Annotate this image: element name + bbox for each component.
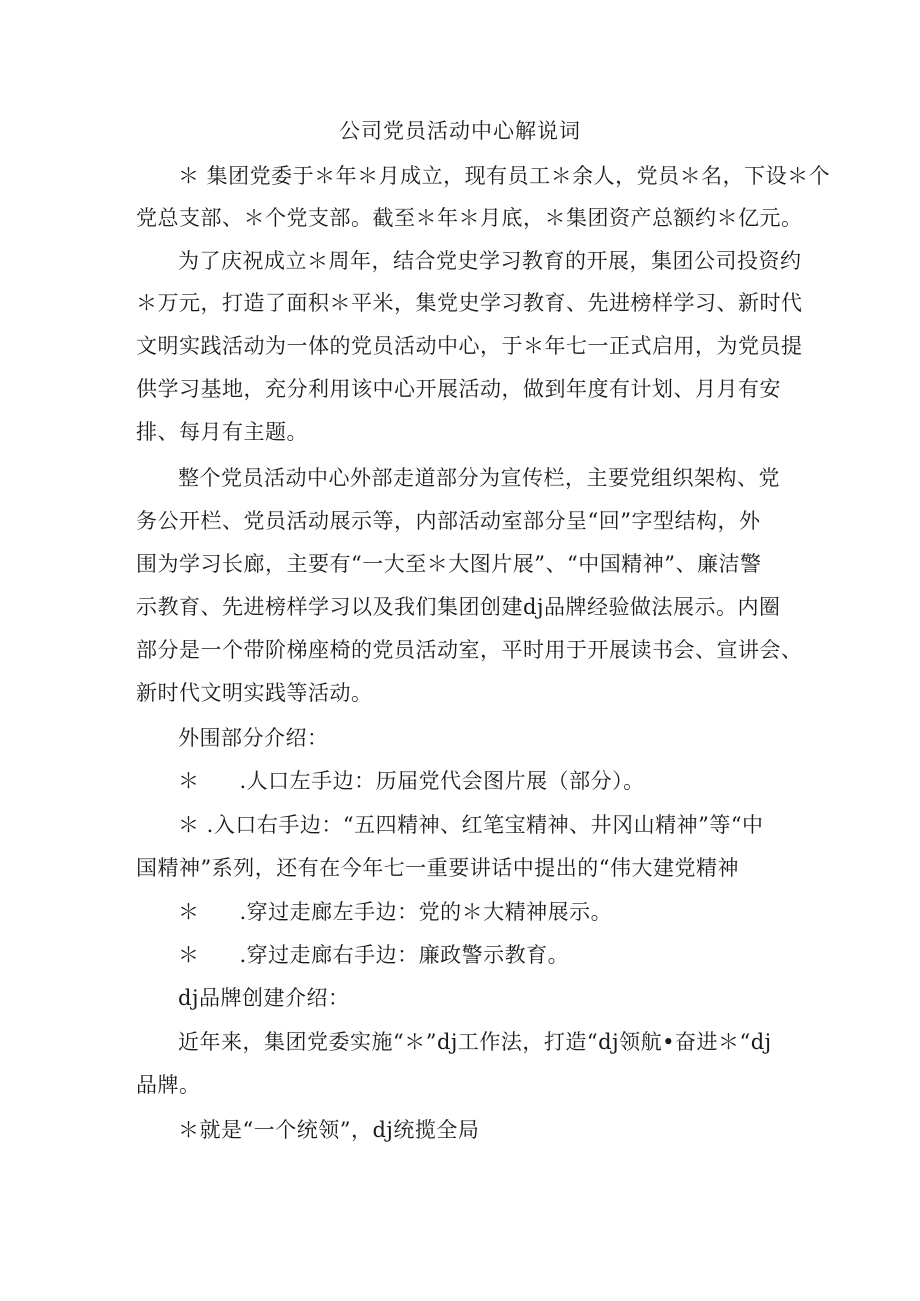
- list-item: [178, 766, 838, 796]
- paragraph-line: 国精神”系列，还有在今年七一重要讲话中提出的“伟大建党精神: [136, 856, 739, 880]
- paragraph-line: ＊万元，打造了面积＊平米，集党史学习教育、先进榜样学习、新时代: [136, 291, 803, 315]
- bullet-mark: ＊: [178, 769, 200, 793]
- paragraph-line: 整个党员活动中心外部走道部分为宣传栏，主要党组织架构、党: [178, 466, 780, 490]
- list-item-text: .穿过走廊右手边：廉政警示教育。: [239, 943, 570, 967]
- list-item-text: .穿过走廊左手边：党的＊大精神展示。: [239, 900, 613, 924]
- paragraph-line: 供学习基地，充分利用该中心开展活动，做到年度有计划、月月有安: [136, 377, 781, 401]
- paragraph-line: 示教育、先进榜样学习以及我们集团创建dj品牌经验做法展示。内圈: [136, 595, 781, 619]
- paragraph-line: 务公开栏、党员活动展示等，内部活动室部分呈“回”字型结构，外: [136, 509, 761, 533]
- paragraph-line: 文明实践活动为一体的党员活动中心，于＊年七一正式启用，为党员提: [136, 334, 803, 358]
- paragraph-line: 新时代文明实践等活动。: [136, 681, 373, 705]
- paragraph-line: ＊就是“一个统领”，dj统揽全局: [178, 1118, 480, 1142]
- paragraph-line: 近年来，集团党委实施“＊”dj工作法，打造“dj领航•奋进＊“dj: [178, 1030, 772, 1054]
- list-item: ＊ .入口右手边：“五四精神、红笔宝精神、井冈山精神”等“中: [178, 813, 764, 837]
- paragraph-line: 党总支部、＊个党支部。截至＊年＊月底，＊集团资产总额约＊亿元。: [136, 206, 803, 230]
- list-item: [178, 940, 838, 970]
- bullet-mark: ＊: [178, 943, 200, 967]
- paragraph-line: 围为学习长廊，主要有“一大至＊大图片展”、“中国精神”、廉洁警: [136, 552, 762, 576]
- paragraph-line: 排、每月有主题。: [136, 420, 308, 444]
- document-title: 公司党员活动中心解说词: [339, 119, 581, 143]
- list-item-text: .人口左手边：历届党代会图片展（部分）。: [239, 769, 645, 793]
- list-item: [178, 897, 838, 927]
- section-heading: 外围部分介绍：: [178, 726, 329, 750]
- section-heading: dj品牌创建介绍：: [178, 986, 350, 1010]
- paragraph-line: 为了庆祝成立＊周年，结合党史学习教育的开展，集团公司投资约: [178, 249, 802, 273]
- paragraph-line: 部分是一个带阶梯座椅的党员活动室，平时用于开展读书会、宣讲会、: [136, 638, 803, 662]
- bullet-mark: ＊: [178, 900, 200, 924]
- paragraph-line: ＊ 集团党委于＊年＊月成立，现有员工＊余人，党员＊名，下设＊个: [178, 164, 831, 188]
- paragraph-line: 品牌。: [136, 1073, 201, 1097]
